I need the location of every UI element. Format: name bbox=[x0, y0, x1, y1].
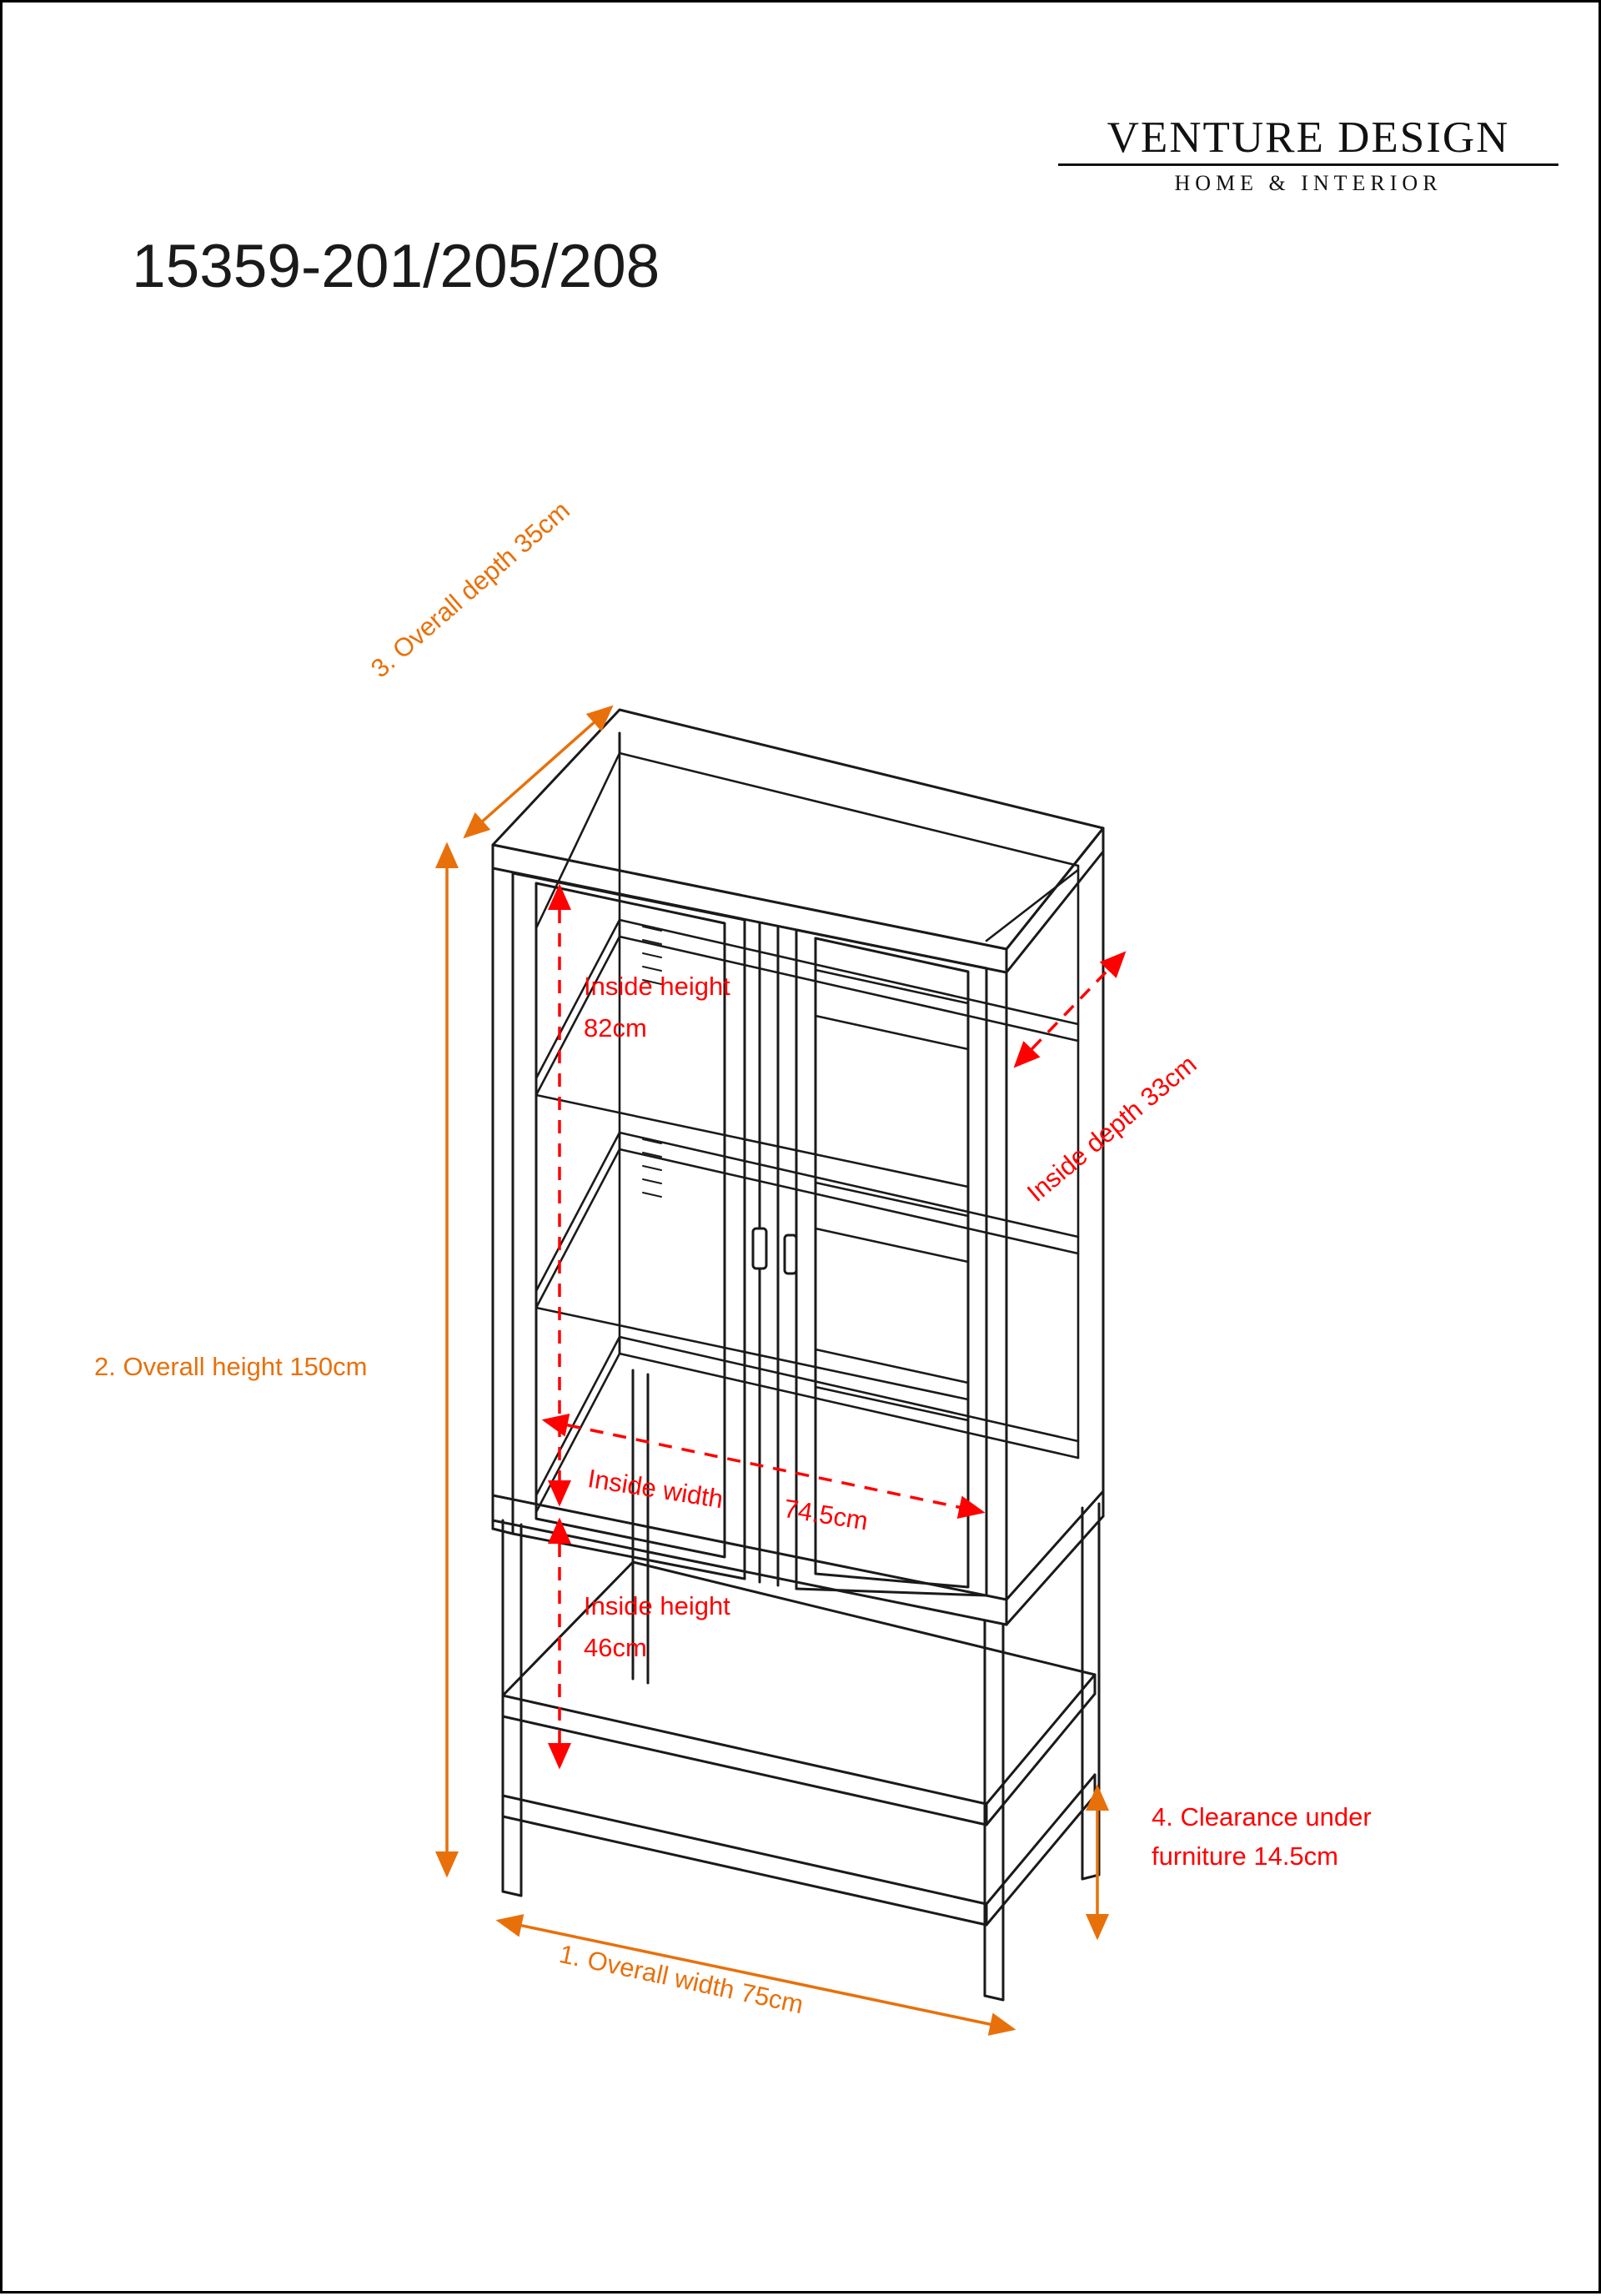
label-overall-height: 2. Overall height 150cm bbox=[94, 1352, 368, 1381]
dim-inside-depth bbox=[1016, 953, 1124, 1066]
label-inside-height-bottom-line2: 46cm bbox=[584, 1633, 647, 1662]
label-clearance-line2: furniture 14.5cm bbox=[1152, 1841, 1338, 1871]
label-overall-width: 1. Overall width 75cm bbox=[556, 1939, 806, 2020]
cabinet-line-drawing bbox=[3, 3, 1601, 2296]
label-inside-width-line2: 74.5cm bbox=[781, 1494, 871, 1536]
brand-name: VENTURE DESIGN bbox=[1107, 113, 1510, 162]
label-clearance-line1: 4. Clearance under bbox=[1152, 1802, 1372, 1831]
brand-subtitle: HOME & INTERIOR bbox=[1174, 171, 1443, 196]
dim-overall-width bbox=[499, 1921, 1013, 2029]
label-inside-width-line1: Inside width bbox=[585, 1464, 725, 1515]
label-overall-depth: 3. Overall depth 35cm bbox=[365, 495, 575, 684]
page-title: 15359-201/205/208 bbox=[132, 233, 660, 300]
label-inside-height-top-line2: 82cm bbox=[584, 1013, 647, 1042]
cabinet-top-panel bbox=[493, 710, 1103, 972]
label-inside-height-bottom-line1: Inside height bbox=[584, 1591, 730, 1620]
label-inside-depth: Inside depth 33cm bbox=[1021, 1049, 1202, 1208]
label-inside-height-top-line1: Inside height bbox=[584, 972, 730, 1001]
